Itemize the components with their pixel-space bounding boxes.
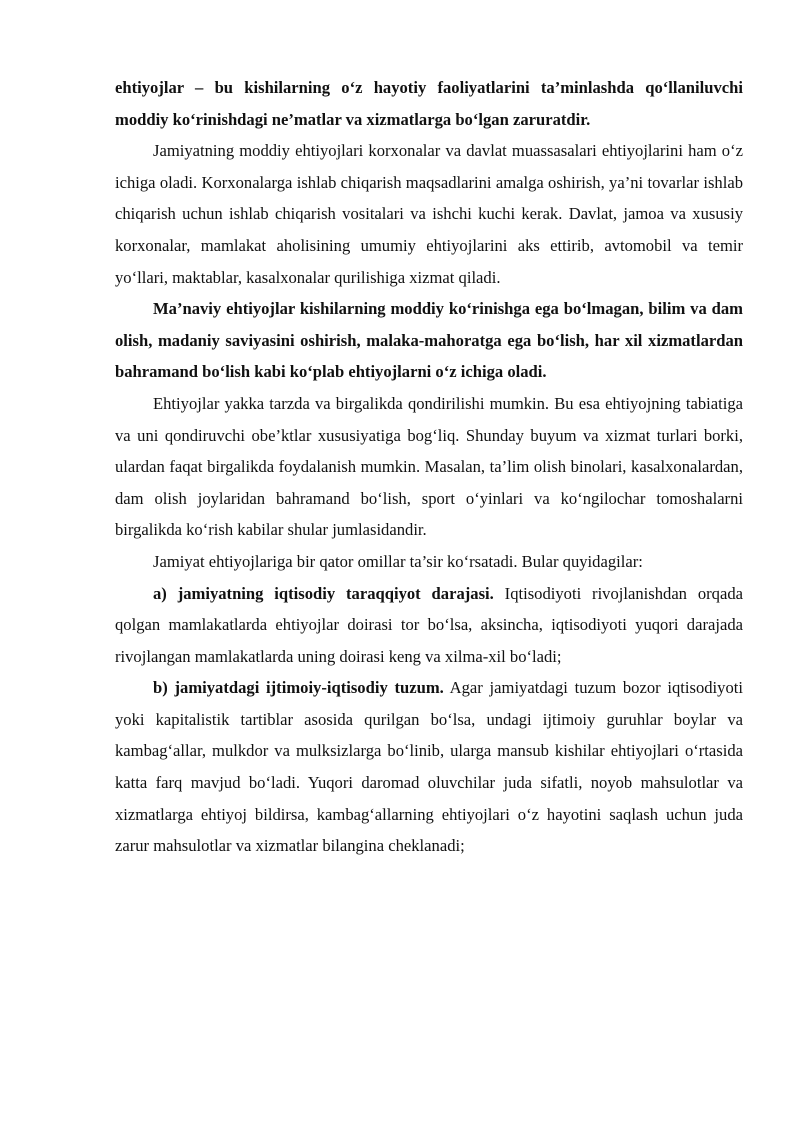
paragraph-text: Jamiyat ehtiyojlariga bir qator omillar ta’sir ko‘rsatadi. Bular quyidagilar: [153, 551, 643, 571]
paragraph-individual-collective [115, 388, 743, 546]
paragraph-text: Ehtiyojlar yakka tarzda va birgalikda qondirilishi mumkin. Bu esa ehtiyojning tabiatiga va uni qondiruvchi obe’ktlar xususiyatiga bog‘liq. Shunday buyum va xizmat turlari borki, ulardan faqat birgalikda foydalanish mumkin. Masalan, ta’lim olish binolari, kasalxonalardan, dam olish joylaridan bahramand bo‘lish, sport o‘yinlari va ko‘ngilochar tomoshalarni birgalikda ko‘rish kabilar shular jumlasidandir. [115, 393, 743, 540]
paragraph-spiritual-needs [115, 293, 743, 388]
factor-b-heading: b) jamiyatdagi ijtimoiy-iqtisodiy tuzum. [153, 678, 444, 698]
document-page [115, 72, 743, 862]
spiritual-needs-bold-text: Ma’naviy ehtiyojlar kishilarning moddiy ko‘rinishga ega bo‘lmagan, bilim va dam olish, madaniy saviyasini oshirish, malaka-mahoratga ega bo‘lish, har xil xizmatlardan bahramand bo‘lish kabi ko‘plab ehtiyojlarni o‘z ichiga oladi. [115, 299, 743, 382]
paragraph-factor-b [115, 672, 743, 862]
paragraph-text: Jamiyatning moddiy ehtiyojlari korxonalar va davlat muassasalari ehtiyojlarini ham o‘z ichiga oladi. Korxonalarga ishlab chiqarish maqsadlarini amalga oshirish, ya’ni tovarlar ishlab chiqarish uchun ishlab chiqarish vositalari va ishchi kuchi kerak. Davlat, jamoa va xususiy korxonalar, mamlakat aholisining umumiy ehtiyojlarini aks ettirib, avtomobil va temir yo‘llari, maktablar, kasalxonalar qurilishiga xizmat qiladi. [115, 141, 743, 287]
paragraph-needs-definition [115, 72, 743, 135]
factor-a-heading: a) jamiyatning iqtisodiy taraqqiyot darajasi. [153, 583, 494, 603]
factor-b-text: Agar jamiyatdagi tuzum bozor iqtisodiyoti yoki kapitalistik tartiblar asosida qurilgan bo‘lsa, undagi ijtimoiy guruhlar boylar va kambag‘allar, mulkdor va mulksizlarga bo‘linib, ularga mansub kishilar ehtiyojlari o‘rtasida katta farq mavjud bo‘ladi. Yuqori daromad oluvchilar juda sifatli, noyob mahsulotlar va xizmatlarga ehtiyoj bildirsa, kambag‘allarning ehtiyojlari o‘z hayotini saqlash uchun juda zarur mahsulotlar va xizmatlar bilangina cheklanadi; [115, 678, 743, 856]
paragraph-factors-intro [115, 546, 743, 578]
factor-a-text: Iqtisodiyoti rivojlanishdan orqada qolgan mamlakatlarda ehtiyojlar doirasi tor bo‘lsa, aksincha, iqtisodiyoti yuqori darajada rivojlangan mamlakatlarda uning doirasi keng va xilma-xil bo‘ladi; [115, 583, 743, 666]
paragraph-material-needs [115, 135, 743, 293]
definition-bold-text: ehtiyojlar – bu kishilarning o‘z hayotiy faoliyatlarini ta’minlashda qo‘llaniluvchi moddiy ko‘rinishdagi ne’matlar va xizmatlarga bo‘lgan zaruratdir. [115, 78, 743, 129]
paragraph-factor-a [115, 578, 743, 673]
